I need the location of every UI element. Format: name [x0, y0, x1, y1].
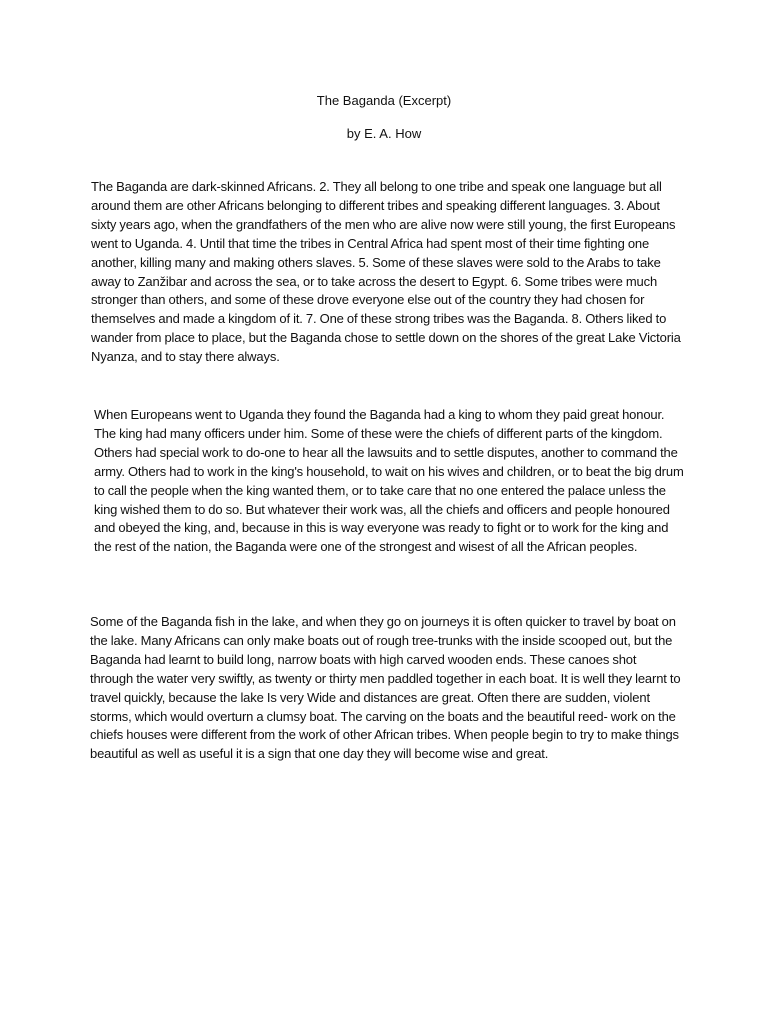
document-title: The Baganda (Excerpt)	[316, 93, 452, 108]
paragraph-3: Some of the Baganda fish in the lake, and when they go on journeys it is often quicker to travel by boat on the lake. Many Africans can only make boats out of rough tree-trunks with the inside scooped out, but the Baganda had learnt to build long, narrow boats with high carved wooden ends. These canoes shot through the water very swiftly, as twenty or thirty men paddled together in each boat. It is well they learnt to travel quickly, because the lake Is very Wide and distances are great. Often there are sudden, violent storms, which would overturn a clumsy boat. The carving on the boats and the beautiful reed- work on the chiefs houses were different from the work of other African tribes. When people begin to try to make things beautiful as well as useful it is a sign that one day they will become wise and great.	[90, 614, 681, 762]
paragraph-2: When Europeans went to Uganda they found the Baganda had a king to whom they paid great honour. The king had many officers under him. Some of these were the chiefs of different parts of the kingdom. Others had special work to do-one to hear all the lawsuits and to settle disputes, another to command the army. Others had to work in the king's household, to wait on his wives and children, or to beat the big drum to call the people when the king wanted them, or to take care that no one entered the palace unless the king wished them to do so. But whatever their work was, all the chiefs and officers and people honoured and obeyed the king, and, because in this is way everyone was ready to fight or to work for the king and the rest of the nation, the Baganda were one of the strongest and wisest of all the African peoples.	[94, 407, 684, 555]
document-byline: by E. A. How	[346, 126, 422, 141]
paragraph-1: The Baganda are dark-skinned Africans. 2. They all belong to one tribe and speak one language but all around them are other Africans belonging to different tribes and speaking different languages. 3. About sixty years ago, when the grandfathers of the men who are alive now were still young, the first Europeans went to Uganda. 4. Until that time the tribes in Central Africa had spent most of their time fighting one another, killing many and making others slaves. 5. Some of these slaves were sold to the Arabs to take away to Zanžibar and across the sea, or to take across the desert to Egypt. 6. Some tribes were much stronger than others, and some of these drove everyone else out of the country they had chosen for themselves and made a kingdom of it. 7. One of these strong tribes was the Baganda. 8. Others liked to wander from place to place, but the Baganda chose to settle down on the shores of the great Lake Victoria Nyanza, and to stay there always.	[91, 179, 681, 365]
